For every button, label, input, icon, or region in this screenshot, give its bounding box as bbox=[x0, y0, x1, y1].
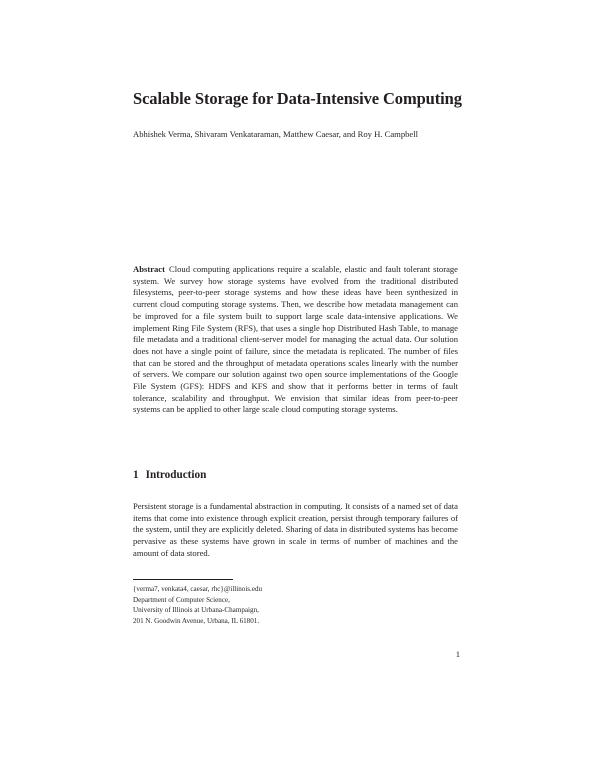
abstract-label: Abstract bbox=[133, 264, 165, 274]
paper-title: Scalable Storage for Data-Intensive Computing bbox=[133, 89, 462, 108]
footnote-divider bbox=[133, 579, 233, 580]
abstract-text: Cloud computing applications require a scalable, elastic and fault tolerant storage system. We survey how storage systems have evolved from the traditional distributed filesystems, peer-to-peer storage systems and how these ideas have been synthesized in current cloud computing storage systems. Then, we describe how metadata management can be improved for a file system built to support large scale data-intensive applications. We implement Ring File System (RFS), that uses a single hop Distributed Hash Table, to manage file metadata and a traditional client-server model for managing the actual data. Our solution does not have a single point of failure, since the metadata is replicated. The number of files that can be stored and the throughput of metadata operations scales linearly with the number of servers. We compare our solution against two open source implementations of the Google File System (GFS): HDFS and KFS and show that it performs better in terms of fault tolerance, scalability and throughput. We envision that similar ideas from peer-to-peer systems can be applied to other large scale cloud computing storage systems. bbox=[133, 264, 458, 415]
author-department: Department of Computer Science, bbox=[133, 595, 230, 604]
page-number: 1 bbox=[455, 649, 460, 659]
introduction-paragraph: Persistent storage is a fundamental abstraction in computing. It consists of a named set of data items that come into existence through explicit creation, persist through temporary failures of the system, until they are explicitly deleted. Sharing of data in distributed systems has become pervasive as these systems have grown in scale in terms of number of machines and the amount of data stored. bbox=[133, 501, 458, 558]
author-university: University of Illinois at Urbana-Champaign, bbox=[133, 606, 259, 615]
author-emails: {verma7, venkata4, caesar, rhc}@illinois.edu bbox=[133, 585, 263, 593]
affiliation-footnote bbox=[133, 584, 333, 626]
section-number: 1 bbox=[133, 469, 139, 481]
section-title: Introduction bbox=[145, 469, 207, 481]
section-heading bbox=[133, 469, 458, 481]
author-list: Abhishek Verma, Shivaram Venkataraman, Matthew Caesar, and Roy H. Campbell bbox=[133, 129, 419, 139]
author-address: 201 N. Goodwin Avenue, Urbana, IL 61801. bbox=[133, 616, 260, 625]
abstract bbox=[133, 264, 458, 416]
